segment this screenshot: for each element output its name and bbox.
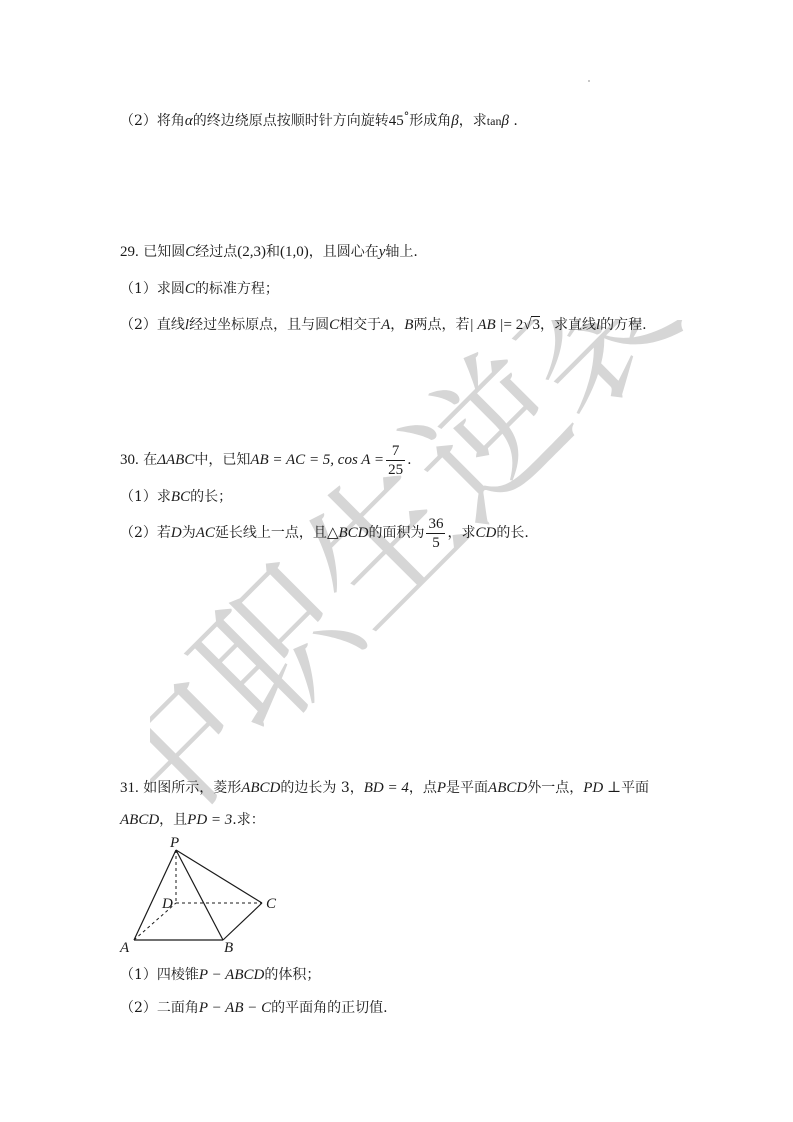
q29-part2: （2）直线l经过坐标原点，且与圆C相交于A，B两点，若| AB |= 2√3，求直线l的方程.	[120, 317, 647, 333]
q30-part1: （1）求BC的长；	[120, 489, 233, 505]
q31-part1: （1）四棱锥P − ABCD的体积；	[120, 967, 321, 983]
label-C: C	[266, 896, 277, 912]
watermark	[150, 320, 690, 820]
edge-BC	[223, 903, 262, 940]
q29-stem: 29. 已知圆C经过点(2,3)和(1,0)，且圆心在y轴上.	[120, 244, 418, 260]
fraction-7-25: $\frac{7}{25}$	[388, 442, 404, 478]
fraction-36-5: $\frac{36}{5}$	[428, 515, 444, 551]
edge-PA	[134, 850, 176, 940]
label-D: D	[162, 896, 173, 912]
edge-PB	[176, 850, 223, 940]
watermark-text: 中职生逆袭	[150, 320, 690, 820]
watermark-graphic	[150, 320, 690, 820]
q31-stem-line1: 31. 如图所示，菱形ABCD的边长为 3，BD = 4，点P是平面ABCD外一点，PD ⊥平面	[120, 780, 650, 796]
pyramid-figure	[116, 835, 286, 960]
pyramid-diagram	[116, 835, 286, 960]
q31-stem-line2: ABCD，且PD = 3.求：	[120, 812, 265, 828]
label-A: A	[120, 940, 130, 956]
edge-PC	[176, 850, 262, 903]
scan-speck	[588, 80, 590, 82]
q30-stem: 30. 在ΔABC中，已知AB = AC = 5, cos A = $\frac{7}{25}$ .	[120, 442, 412, 478]
q28-part2: （2）将角α的终边绕原点按顺时针方向旋转45°形成角β，求tanβ .	[120, 110, 518, 129]
q29-part1: （1）求圆C的标准方程；	[120, 281, 279, 297]
label-B: B	[224, 940, 234, 956]
q31-part2: （2）二面角P − AB − C的平面角的正切值.	[120, 1000, 388, 1016]
label-P: P	[170, 835, 180, 851]
q30-part2: （2）若D为AC延长线上一点，且△BCD的面积为 $\frac{36}{5}$ ，求CD的长.	[120, 515, 529, 551]
